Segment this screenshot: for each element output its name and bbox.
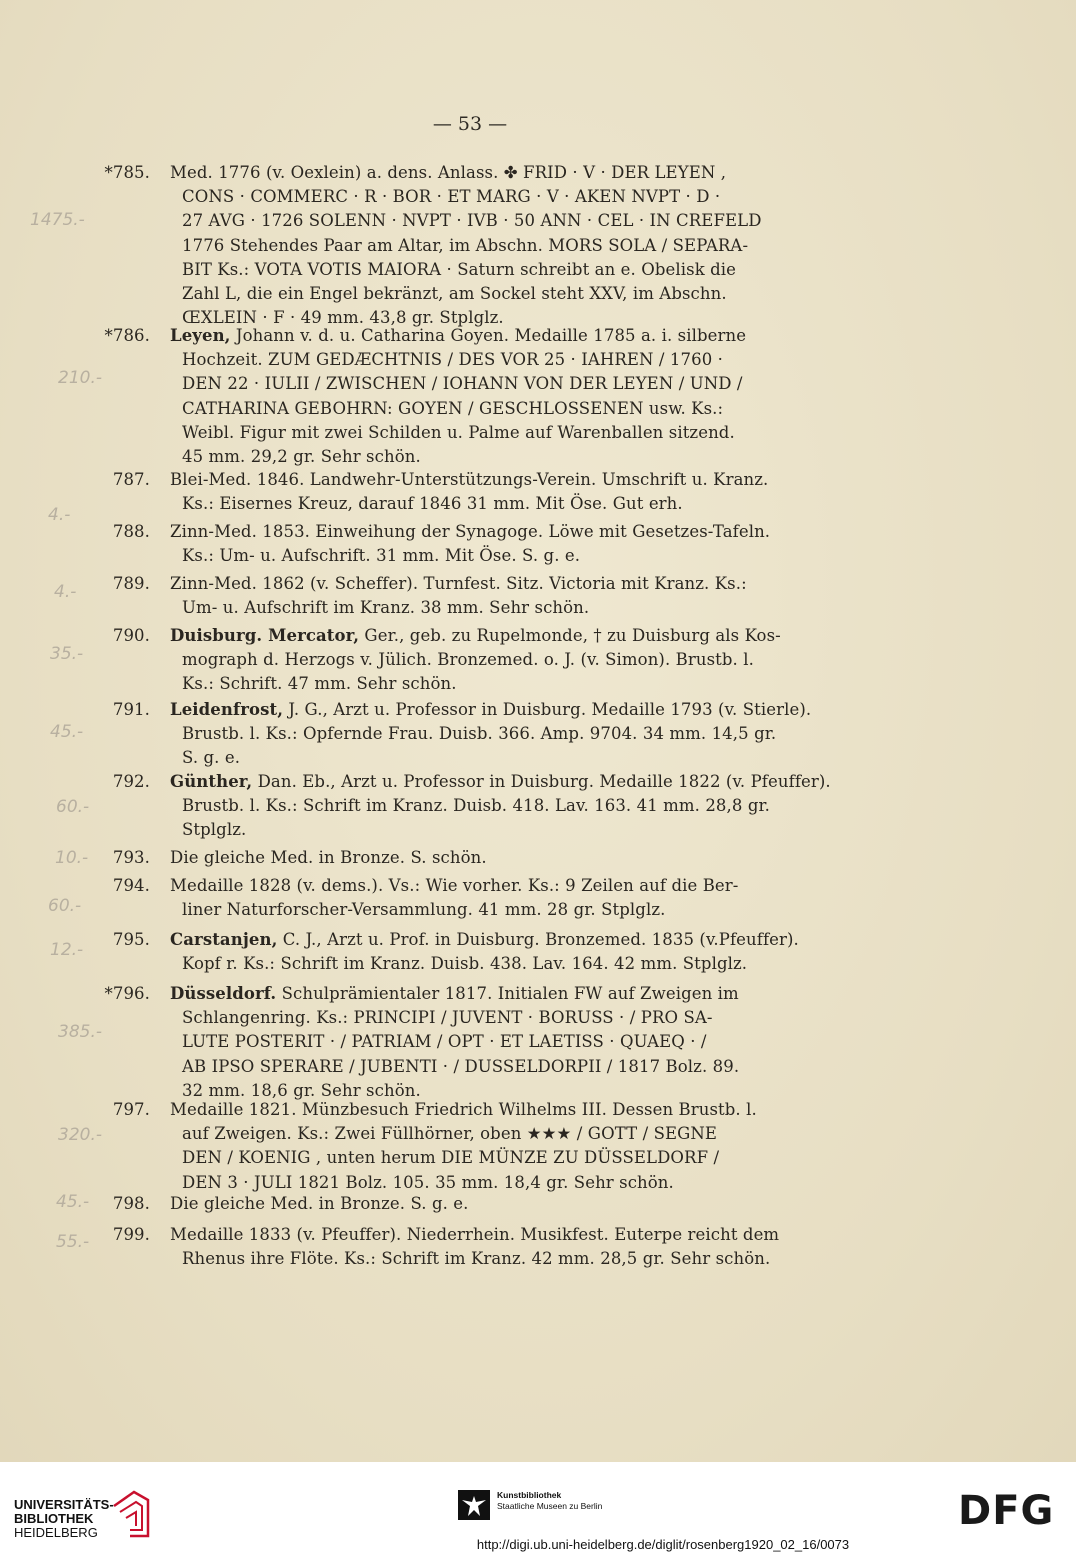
entry-text [170, 770, 830, 843]
entry-line: mograph d. Herzogs v. Jülich. Bronzemed. o. J. (v. Simon). Brustb. l. [182, 650, 754, 670]
entry-text [170, 928, 830, 976]
entry-text [170, 1098, 830, 1195]
ub-heidelberg-logo-text [14, 1498, 114, 1540]
entry-number: 794. [112, 876, 150, 895]
entry-line: Brustb. l. Ks.: Schrift im Kranz. Duisb. 418. Lav. 163. 41 mm. 28,8 gr. [182, 796, 770, 816]
ub-line: HEIDELBERG [14, 1525, 98, 1540]
pencil-price: 55.- [56, 1232, 90, 1252]
entry-text [170, 161, 830, 330]
entry-number: 793. [112, 848, 150, 867]
entry-line: Dan. Eb., Arzt u. Professor in Duisburg. Medaille 1822 (v. Pfeuffer). [252, 772, 831, 791]
entry-number: 792. [112, 772, 150, 791]
entry-line: S. g. e. [182, 748, 241, 768]
entry-number: *785. [104, 163, 150, 182]
entry-heading: Leidenfrost, [170, 700, 284, 719]
entry-line: DEN / KOENIG , unten herum DIE MÜNZE ZU DÜSSELDORF / [182, 1148, 720, 1168]
entry-text [170, 572, 830, 620]
entry-line: Die gleiche Med. in Bronze. S. schön. [170, 848, 487, 867]
pencil-price: 320.- [58, 1125, 102, 1145]
entry-line: J. G., Arzt u. Professor in Duisburg. Medaille 1793 (v. Stierle). [283, 700, 812, 719]
source-url[interactable] [0, 1537, 1076, 1552]
ub-line: UNIVERSITÄTS- [14, 1497, 114, 1512]
pencil-price: 45.- [56, 1192, 90, 1212]
entry-text [170, 468, 830, 516]
pencil-price: 1475.- [30, 210, 85, 230]
entry-text [170, 698, 830, 771]
pencil-price: 4.- [48, 505, 71, 525]
entry-line: Med. 1776 (v. Oexlein) a. dens. Anlass. ✤ FRID · V · DER LEYEN , [170, 163, 727, 182]
entry-heading: Düsseldorf. [170, 984, 277, 1003]
entry-line: Zinn-Med. 1862 (v. Scheffer). Turnfest. Sitz. Victoria mit Kranz. Ks.: [170, 574, 747, 593]
entry-text [170, 846, 830, 870]
entry-number: 791. [112, 700, 150, 719]
entry-line: CONS · COMMERC · R · BOR · ET MARG · V · AKEN NVPT · D · [182, 187, 721, 207]
entry-number: 787. [112, 470, 150, 489]
entry-text [170, 1192, 830, 1216]
entry-line: Schlangenring. Ks.: PRINCIPI / JUVENT · BORUSS · / PRO SA- [182, 1008, 713, 1028]
entry-line: LUTE POSTERIT · / PATRIAM / OPT · ET LAETISS · QUAEQ · / [182, 1032, 707, 1052]
entry-number: 797. [112, 1100, 150, 1119]
entry-line: Brustb. l. Ks.: Opfernde Frau. Duisb. 366. Amp. 9704. 34 mm. 14,5 gr. [182, 724, 777, 744]
entry-heading: Leyen, [170, 326, 231, 345]
entry-line: Ks.: Schrift. 47 mm. Sehr schön. [182, 674, 457, 694]
entry-line: Schulprämientaler 1817. Initialen FW auf Zweigen im [276, 984, 739, 1003]
dfg-logo: DFG [958, 1488, 1055, 1534]
entry-number: 790. [112, 626, 150, 645]
entry-text [170, 982, 830, 1103]
kunstbibliothek-eagle-icon [458, 1490, 490, 1520]
entry-line: Blei-Med. 1846. Landwehr-Unterstützungs-Verein. Umschrift u. Kranz. [170, 470, 769, 489]
entry-line: liner Naturforscher-Versammlung. 41 mm. 28 gr. Stplglz. [182, 900, 666, 920]
entry-line: Rhenus ihre Flöte. Ks.: Schrift im Kranz. 42 mm. 28,5 gr. Sehr schön. [182, 1249, 771, 1269]
entry-line: auf Zweigen. Ks.: Zwei Füllhörner, oben ★★★ / GOTT / SEGNE [182, 1124, 718, 1144]
kb-line: Staatliche Museen zu Berlin [497, 1501, 603, 1511]
entry-line: C. J., Arzt u. Prof. in Duisburg. Bronzemed. 1835 (v.Pfeuffer). [277, 930, 799, 949]
entry-line: Weibl. Figur mit zwei Schilden u. Palme auf Warenballen sitzend. [182, 422, 735, 442]
entry-line: DEN 22 · IULII / ZWISCHEN / IOHANN VON DER LEYEN / UND / [182, 374, 743, 394]
entry-line: 1776 Stehendes Paar am Altar, im Abschn. MORS SOLA / SEPARA- [182, 235, 749, 255]
pencil-price: 4.- [54, 582, 77, 602]
entry-line: 45 mm. 29,2 gr. Sehr schön. [182, 447, 421, 467]
entry-line: DEN 3 · JULI 1821 Bolz. 105. 35 mm. 18,4 gr. Sehr schön. [182, 1172, 674, 1192]
entry-line: Johann v. d. u. Catharina Goyen. Medaille 1785 a. i. silberne [230, 326, 747, 345]
entry-line: BIT Ks.: VOTA VOTIS MAIORA · Saturn schreibt an e. Obelisk die [182, 259, 737, 279]
entry-number: *786. [104, 326, 150, 345]
entry-number: 788. [112, 522, 150, 541]
entry-line: Ger., geb. zu Rupelmonde, † zu Duisburg als Kos- [359, 626, 781, 645]
entry-heading: Günther, [170, 772, 253, 791]
entry-line: 32 mm. 18,6 gr. Sehr schön. [182, 1080, 421, 1100]
entry-line: CATHARINA GEBOHRN: GOYEN / GESCHLOSSENEN usw. Ks.: [182, 398, 724, 418]
pencil-price: 35.- [50, 644, 84, 664]
entry-line: Kopf r. Ks.: Schrift im Kranz. Duisb. 438. Lav. 164. 42 mm. Stplglz. [182, 954, 748, 974]
entry-heading: Duisburg. Mercator, [170, 626, 360, 645]
pencil-price: 60.- [48, 896, 82, 916]
entry-line: 27 AVG · 1726 SOLENN · NVPT · IVB · 50 ANN · CEL · IN CREFELD [182, 211, 762, 231]
entry-line: Stplglz. [182, 820, 247, 840]
entry-heading: Carstanjen, [170, 930, 278, 949]
kunstbibliothek-logo-text [497, 1490, 602, 1512]
pencil-price: 10.- [55, 848, 89, 868]
pencil-price: 385.- [58, 1022, 102, 1042]
entry-line: Medaille 1821. Münzbesuch Friedrich Wilhelms III. Dessen Brustb. l. [170, 1100, 757, 1119]
entry-number: 799. [112, 1225, 150, 1244]
source-url-text[interactable]: http://digi.ub.uni-heidelberg.de/diglit/rosenberg1920_02_16/0073 [476, 1537, 850, 1552]
entry-line: Zinn-Med. 1853. Einweihung der Synagoge. Löwe mit Gesetzes-Tafeln. [170, 522, 771, 541]
entry-text [170, 874, 830, 922]
entry-text [170, 1223, 830, 1271]
entry-line: Die gleiche Med. in Bronze. S. g. e. [170, 1194, 469, 1213]
entry-line: Medaille 1833 (v. Pfeuffer). Niederrhein. Musikfest. Euterpe reicht dem [170, 1225, 780, 1244]
kb-line: Kunstbibliothek [497, 1490, 562, 1500]
entry-line: Ks.: Um- u. Aufschrift. 31 mm. Mit Öse. S. g. e. [182, 546, 581, 566]
ub-heidelberg-logo-icon [110, 1486, 152, 1542]
entry-line: Hochzeit. ZUM GEDÆCHTNIS / DES VOR 25 · IAHREN / 1760 · [182, 350, 723, 370]
entry-number: 795. [112, 930, 150, 949]
entry-line: AB IPSO SPERARE / JUBENTI · / DUSSELDORPII / 1817 Bolz. 89. [182, 1056, 740, 1076]
entry-line: Medaille 1828 (v. dems.). Vs.: Wie vorher. Ks.: 9 Zeilen auf die Ber- [170, 876, 739, 895]
ub-line: BIBLIOTHEK [14, 1511, 94, 1526]
pencil-price: 12.- [50, 940, 84, 960]
page-number: — 53 — [432, 113, 508, 135]
entry-text [170, 520, 830, 568]
entry-text [170, 324, 830, 469]
pencil-price: 45.- [50, 722, 84, 742]
entry-line: ŒXLEIN · F · 49 mm. 43,8 gr. Stplglz. [182, 308, 504, 328]
entry-line: Ks.: Eisernes Kreuz, darauf 1846 31 mm. Mit Öse. Gut erh. [182, 494, 683, 514]
pencil-price: 60.- [56, 797, 90, 817]
entry-line: Zahl L, die ein Engel bekränzt, am Sockel steht XXV, im Abschn. [182, 284, 727, 304]
entry-number: 798. [112, 1194, 150, 1213]
entry-number: 789. [112, 574, 150, 593]
entry-text [170, 624, 830, 697]
entry-line: Um- u. Aufschrift im Kranz. 38 mm. Sehr schön. [182, 598, 590, 618]
entry-number: *796. [104, 984, 150, 1003]
pencil-price: 210.- [58, 368, 102, 388]
